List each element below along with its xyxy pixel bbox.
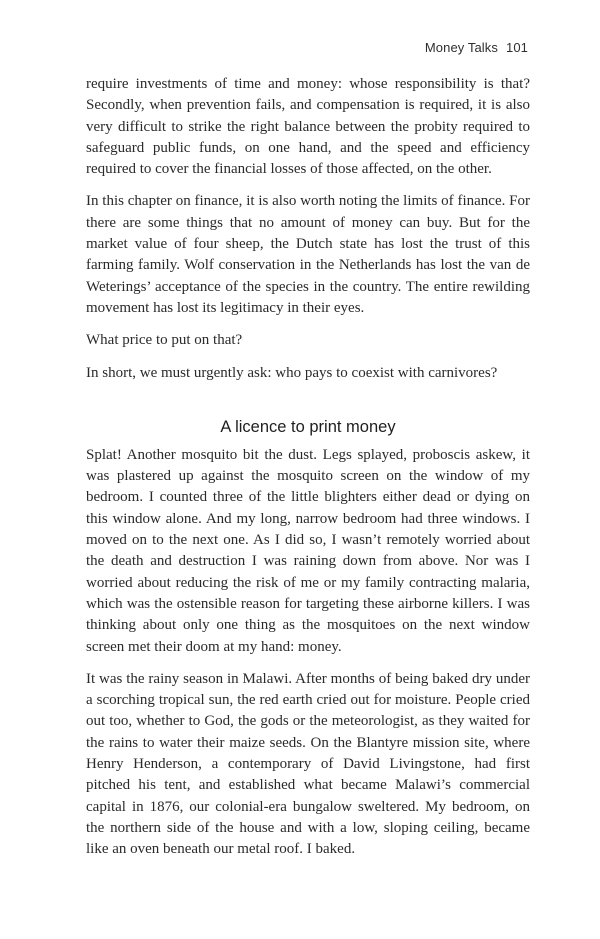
paragraph: In short, we must urgently ask: who pays to coexist with carnivores? [86,364,498,381]
paragraph: What price to put on that? [86,332,243,349]
paragraph: It was the rainy season in Malawi. After months of being baked dry under a scorching tropical sun, the red earth cried out for moisture. People cried out too, whether to God, the gods or the meteorologist, as they waited for the rains to water their maize seeds. On the Blantyre mission site, where Henry Henderson, a contemporary of David Livingstone, had first pitched his tent, and established what became Malawi’s commercial capital in 1876, our colonial-era bungalow sweltered. My bedroom, on the northern side of the house and with a low, sloping ceiling, became like an oven beneath our metal roof. I baked. [86,670,530,858]
page-number: 101 [506,40,528,55]
running-head [425,40,528,55]
section-heading: A licence to print money [220,417,396,436]
paragraph: Splat! Another mosquito bit the dust. Legs splayed, proboscis askew, it was plastered up against the mosquito screen on the window of my bedroom. I counted three of the little blighters either dead or dying on this window alone. And my long, narrow bedroom had three windows. I moved on to the next one. As I did so, I wasn’t remotely worried about the death and destruction I was raining down from above. Nor was I worried about reducing the risk of me or my family contracting malaria, which was the ostensible reason for targeting these airborne killers. I was thinking about only one thing as the mosquitoes on the next window screen met their doom at my hand: money. [86,446,530,655]
body-text [86,74,530,872]
paragraph: In this chapter on finance, it is also worth noting the limits of finance. For there are some things that no amount of money can buy. But for the market value of four sheep, the Dutch state has lost the trust of this farming family. Wolf conservation in the Netherlands has lost the van de Weterings’ acceptance of the species in the country. The entire rewilding movement has lost its legitimacy in their eyes. [86,193,530,316]
running-head-title: Money Talks [424,40,498,55]
paragraph: require investments of time and money: whose responsibility is that? Secondly, when prevention fails, and compensation is required, it is also very difficult to strike the right balance between the probity required to safeguard public funds, on one hand, and the speed and efficiency required to cover the financial losses of those affected, on the other. [86,76,530,178]
